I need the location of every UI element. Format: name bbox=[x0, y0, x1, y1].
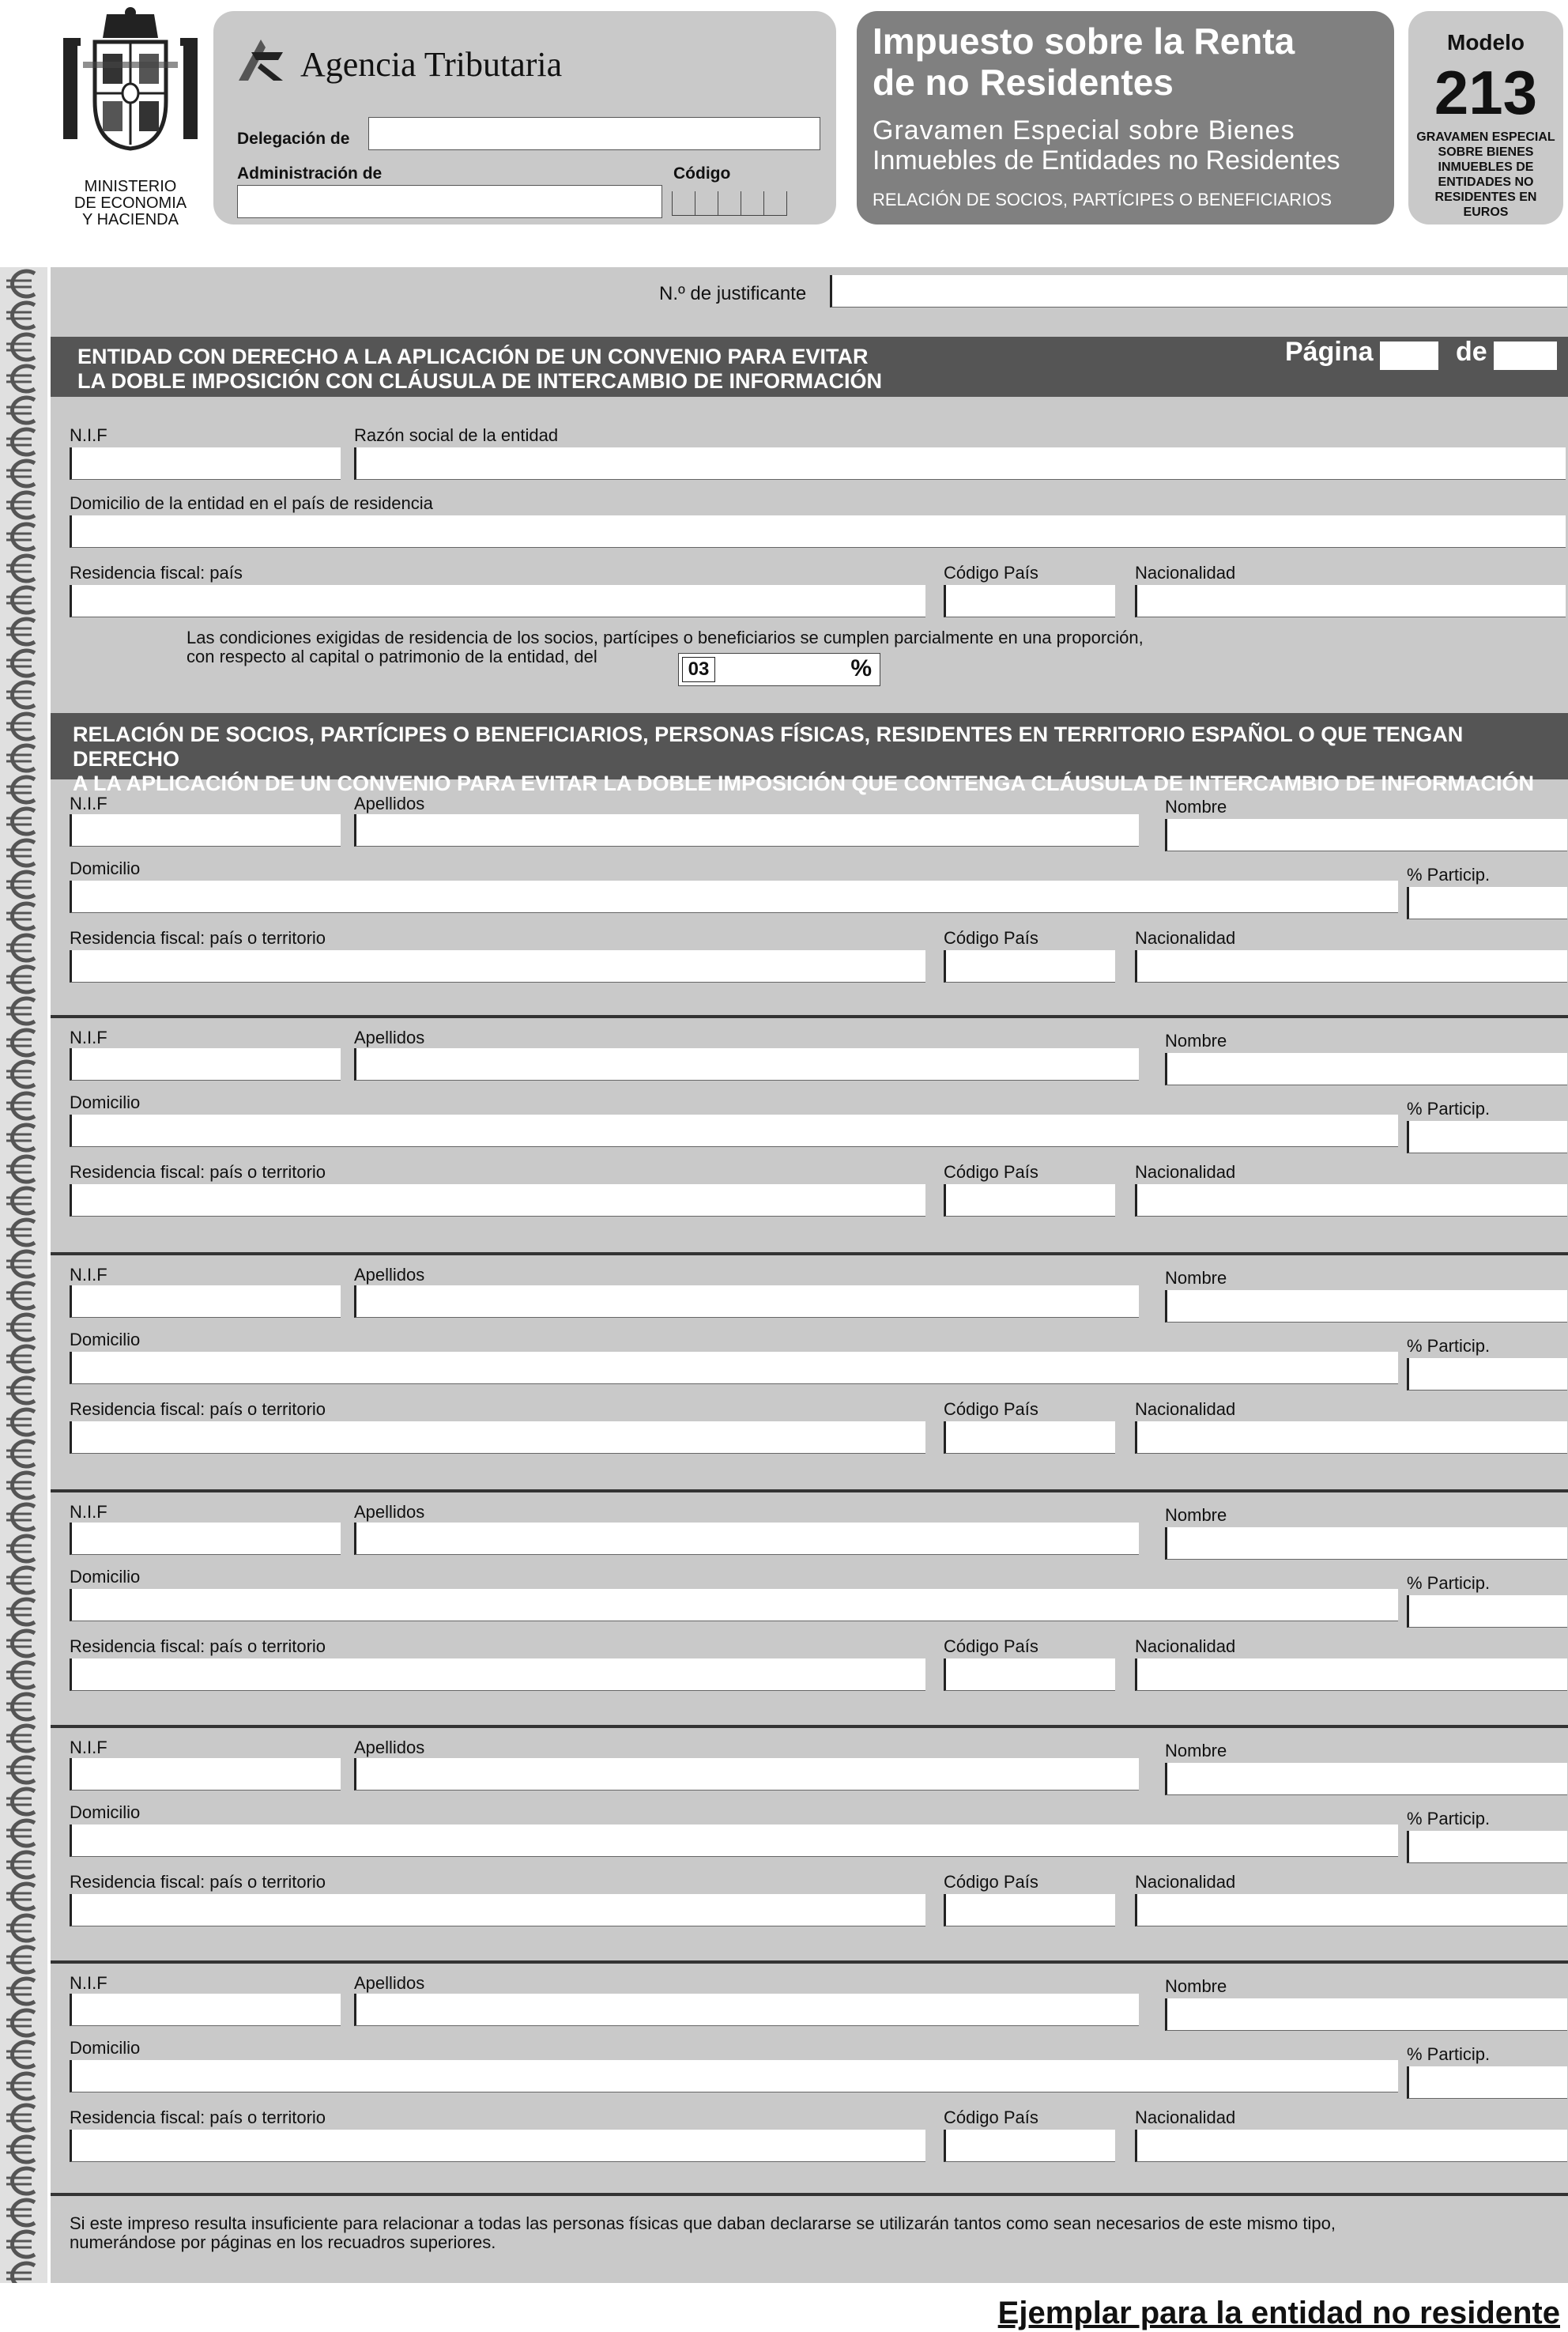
model-desc-line: ENTIDADES NO bbox=[1438, 175, 1534, 189]
ministry-line: MINISTERIO bbox=[84, 178, 177, 195]
nacionalidad-label: Nacionalidad bbox=[1135, 2107, 1236, 2127]
residencia-label: Residencia fiscal: país bbox=[70, 563, 243, 583]
person-codigo-pais-field[interactable] bbox=[944, 1421, 1115, 1454]
particip-label: % Particip. bbox=[1407, 1336, 1491, 1356]
person-codigo-pais-field[interactable] bbox=[944, 1184, 1115, 1217]
nif-label: N.I.F bbox=[70, 1028, 107, 1047]
domicilio-label: Domicilio bbox=[70, 1567, 141, 1587]
tax-title-panel bbox=[857, 11, 1394, 225]
residencia-label: Residencia fiscal: país o territorio bbox=[70, 2107, 326, 2127]
ministry-line: Y HACIENDA bbox=[82, 211, 179, 228]
codigo-pais-label: Código País bbox=[944, 2107, 1038, 2127]
de-label: de bbox=[1456, 337, 1487, 367]
person-codigo-pais-field[interactable] bbox=[944, 950, 1115, 983]
percent-sign: % bbox=[850, 655, 872, 681]
person-particip-field[interactable] bbox=[1407, 1595, 1567, 1628]
person-residencia-field[interactable] bbox=[70, 1894, 925, 1926]
person-nacionalidad-field[interactable] bbox=[1135, 1658, 1567, 1691]
apellidos-label: Apellidos bbox=[354, 1028, 425, 1047]
domicilio-label: Domicilio bbox=[70, 1802, 141, 1822]
agency-name: Agencia Tributaria bbox=[300, 45, 563, 84]
person-domicilio-field[interactable] bbox=[70, 1589, 1398, 1621]
person-nif-field[interactable] bbox=[70, 814, 341, 847]
model-desc-line: SOBRE BIENES bbox=[1438, 145, 1534, 159]
person-nif-field[interactable] bbox=[70, 1994, 341, 2026]
person-nacionalidad-field[interactable] bbox=[1135, 950, 1567, 983]
domicilio-label: Domicilio bbox=[70, 858, 141, 878]
person-residencia-field[interactable] bbox=[70, 1421, 925, 1454]
razon-social-field[interactable] bbox=[354, 447, 1566, 480]
section1-title-line: LA DOBLE IMPOSICIÓN CON CLÁUSULA DE INTERCAMBIO DE INFORMACIÓN bbox=[77, 369, 882, 393]
residencia-label: Residencia fiscal: país o territorio bbox=[70, 1399, 326, 1419]
model-desc-line: RESIDENTES EN EUROS bbox=[1434, 191, 1537, 219]
footer-note: numerándose por páginas en los recuadros superiores. bbox=[70, 2232, 496, 2252]
conditions-text: Las condiciones exigidas de residencia de los socios, partícipes o beneficiarios se cumplen parcialmente en una proporción, bbox=[187, 628, 1144, 647]
delegacion-field[interactable] bbox=[368, 117, 820, 150]
person-apellidos-field[interactable] bbox=[354, 1758, 1139, 1791]
person-nif-field[interactable] bbox=[70, 1285, 341, 1318]
person-residencia-field[interactable] bbox=[70, 950, 925, 983]
tax-subtitle-line: RELACIÓN DE SOCIOS, PARTÍCIPES O BENEFICIARIOS bbox=[873, 190, 1332, 209]
person-residencia-field[interactable] bbox=[70, 1184, 925, 1217]
apellidos-label: Apellidos bbox=[354, 1502, 425, 1522]
justificante-label: N.º de justificante bbox=[659, 283, 807, 304]
person-nombre-field[interactable] bbox=[1165, 1998, 1567, 2031]
tax-subtitle-line: Gravamen Especial sobre Bienes bbox=[873, 115, 1295, 145]
nombre-label: Nombre bbox=[1165, 1505, 1227, 1525]
particip-label: % Particip. bbox=[1407, 1099, 1491, 1119]
apellidos-label: Apellidos bbox=[354, 794, 425, 813]
nif-label: N.I.F bbox=[70, 1265, 107, 1285]
person-nombre-field[interactable] bbox=[1165, 1527, 1567, 1560]
nif-label: N.I.F bbox=[70, 1973, 107, 1993]
apellidos-label: Apellidos bbox=[354, 1265, 425, 1285]
codigo-pais-label: Código País bbox=[944, 1872, 1038, 1892]
nif-label: N.I.F bbox=[70, 425, 107, 445]
agency-panel bbox=[213, 11, 836, 225]
nif-label: N.I.F bbox=[70, 1738, 107, 1757]
razon-social-label: Razón social de la entidad bbox=[354, 425, 559, 445]
person-particip-field[interactable] bbox=[1407, 2066, 1567, 2099]
tax-title-line: Impuesto sobre la Renta bbox=[873, 21, 1295, 62]
entity-codigo-pais-field[interactable] bbox=[944, 585, 1115, 617]
model-number: 213 bbox=[1434, 58, 1538, 127]
particip-label: % Particip. bbox=[1407, 1809, 1491, 1828]
person-nombre-field[interactable] bbox=[1165, 1053, 1567, 1085]
proportion-field[interactable] bbox=[678, 653, 880, 686]
apellidos-label: Apellidos bbox=[354, 1973, 425, 1993]
divider bbox=[51, 1489, 1568, 1492]
domicilio-label: Domicilio bbox=[70, 2038, 141, 2058]
footer-note: Si este impreso resulta insuficiente para relacionar a todas las personas físicas que daban declararse se utilizarán tantos como sean necesarios de este mismo tipo, bbox=[70, 2213, 1336, 2233]
divider bbox=[51, 1960, 1568, 1964]
entity-residencia-field[interactable] bbox=[70, 585, 925, 617]
residencia-label: Residencia fiscal: país o territorio bbox=[70, 1162, 326, 1182]
nombre-label: Nombre bbox=[1165, 1976, 1227, 1996]
domicilio-label: Domicilio bbox=[70, 1092, 141, 1112]
person-nacionalidad-field[interactable] bbox=[1135, 2130, 1567, 2162]
nombre-label: Nombre bbox=[1165, 1268, 1227, 1288]
section1-header bbox=[51, 337, 1568, 397]
nif-label: N.I.F bbox=[70, 1502, 107, 1522]
person-residencia-field[interactable] bbox=[70, 2130, 925, 2162]
ministry-line: DE ECONOMIA bbox=[74, 194, 187, 212]
entity-nacionalidad-field[interactable] bbox=[1135, 585, 1566, 617]
agency-logo-icon bbox=[237, 33, 285, 82]
person-domicilio-field[interactable] bbox=[70, 881, 1398, 913]
residencia-label: Residencia fiscal: país o territorio bbox=[70, 1636, 326, 1656]
codigo-field[interactable] bbox=[672, 191, 787, 216]
conditions-text: con respecto al capital o patrimonio de la entidad, del bbox=[187, 647, 597, 666]
tax-subtitle-line: Inmuebles de Entidades no Residentes bbox=[873, 145, 1340, 175]
nombre-label: Nombre bbox=[1165, 1741, 1227, 1760]
codigo-pais-label: Código País bbox=[944, 1162, 1038, 1182]
section2-title-line: RELACIÓN DE SOCIOS, PARTÍCIPES O BENEFICIARIOS, PERSONAS FÍSICAS, RESIDENTES EN TERRITORIO ESPAÑOL O QUE TENGAN DERECHO bbox=[73, 723, 1464, 771]
particip-label: % Particip. bbox=[1407, 865, 1491, 885]
apellidos-label: Apellidos bbox=[354, 1738, 425, 1757]
nif-label: N.I.F bbox=[70, 794, 107, 813]
divider bbox=[51, 1725, 1568, 1728]
codigo-pais-label: Código País bbox=[944, 563, 1038, 583]
person-nacionalidad-field[interactable] bbox=[1135, 1894, 1567, 1926]
person-nombre-field[interactable] bbox=[1165, 819, 1567, 851]
delegacion-label: Delegación de bbox=[237, 130, 350, 148]
ministry-block bbox=[47, 6, 213, 236]
person-nif-field[interactable] bbox=[70, 1758, 341, 1791]
person-domicilio-field[interactable] bbox=[70, 1824, 1398, 1857]
divider bbox=[51, 1252, 1568, 1255]
copy-label: Ejemplar para la entidad no residente bbox=[997, 2296, 1560, 2330]
person-particip-field[interactable] bbox=[1407, 1358, 1567, 1391]
form-body bbox=[51, 267, 1568, 2283]
person-residencia-field[interactable] bbox=[70, 1658, 925, 1691]
particip-label: % Particip. bbox=[1407, 2044, 1491, 2064]
nacionalidad-label: Nacionalidad bbox=[1135, 563, 1236, 583]
nombre-label: Nombre bbox=[1165, 1031, 1227, 1051]
codigo-label: Código bbox=[673, 164, 731, 183]
nacionalidad-label: Nacionalidad bbox=[1135, 1162, 1236, 1182]
person-nacionalidad-field[interactable] bbox=[1135, 1421, 1567, 1454]
person-apellidos-field[interactable] bbox=[354, 1994, 1139, 2026]
nacionalidad-label: Nacionalidad bbox=[1135, 1636, 1236, 1656]
administracion-label: Administración de bbox=[237, 164, 383, 183]
residencia-label: Residencia fiscal: país o territorio bbox=[70, 1872, 326, 1892]
residencia-label: Residencia fiscal: país o territorio bbox=[70, 928, 326, 948]
person-particip-field[interactable] bbox=[1407, 1831, 1567, 1863]
nacionalidad-label: Nacionalidad bbox=[1135, 1872, 1236, 1892]
person-domicilio-field[interactable] bbox=[70, 1352, 1398, 1384]
model-panel bbox=[1408, 11, 1563, 225]
nacionalidad-label: Nacionalidad bbox=[1135, 1399, 1236, 1419]
person-domicilio-field[interactable] bbox=[70, 1115, 1398, 1147]
security-pattern-spine bbox=[0, 267, 47, 2283]
person-codigo-pais-field[interactable] bbox=[944, 2130, 1115, 2162]
divider bbox=[51, 2193, 1568, 2196]
model-label: Modelo bbox=[1447, 30, 1525, 55]
person-nif-field[interactable] bbox=[70, 1048, 341, 1081]
divider bbox=[51, 1015, 1568, 1018]
model-desc-line: GRAVAMEN ESPECIAL bbox=[1416, 130, 1555, 144]
person-particip-field[interactable] bbox=[1407, 1121, 1567, 1153]
administracion-field[interactable] bbox=[237, 185, 662, 218]
pagina-label: Página bbox=[1285, 337, 1374, 367]
person-codigo-pais-field[interactable] bbox=[944, 1894, 1115, 1926]
person-nombre-field[interactable] bbox=[1165, 1763, 1567, 1795]
person-nacionalidad-field[interactable] bbox=[1135, 1184, 1567, 1217]
entity-nif-field[interactable] bbox=[70, 447, 341, 480]
person-apellidos-field[interactable] bbox=[354, 1523, 1139, 1555]
person-apellidos-field[interactable] bbox=[354, 814, 1139, 847]
total-pages-field[interactable] bbox=[1494, 341, 1557, 370]
proportion-code: 03 bbox=[682, 657, 715, 682]
nombre-label: Nombre bbox=[1165, 797, 1227, 817]
person-nif-field[interactable] bbox=[70, 1523, 341, 1555]
coat-of-arms-icon bbox=[63, 6, 198, 157]
entity-domicilio-field[interactable] bbox=[70, 515, 1566, 548]
particip-label: % Particip. bbox=[1407, 1573, 1491, 1593]
section2-title-line: A LA APLICACIÓN DE UN CONVENIO PARA EVITAR LA DOBLE IMPOSICIÓN QUE CONTENGA CLÁUSULA DE INTERCAMBIO DE INFORMACIÓN bbox=[73, 772, 1535, 795]
justificante-field[interactable] bbox=[830, 275, 1567, 308]
person-apellidos-field[interactable] bbox=[354, 1285, 1139, 1318]
codigo-pais-label: Código País bbox=[944, 1636, 1038, 1656]
entity-domicilio-label: Domicilio de la entidad en el país de residencia bbox=[70, 493, 433, 513]
codigo-pais-label: Código País bbox=[944, 1399, 1038, 1419]
codigo-pais-label: Código País bbox=[944, 928, 1038, 948]
model-desc-line: INMUEBLES DE bbox=[1438, 160, 1534, 174]
person-codigo-pais-field[interactable] bbox=[944, 1658, 1115, 1691]
person-domicilio-field[interactable] bbox=[70, 2060, 1398, 2092]
section1-title-line: ENTIDAD CON DERECHO A LA APLICACIÓN DE UN CONVENIO PARA EVITAR bbox=[77, 345, 869, 368]
tax-title-line: de no Residentes bbox=[873, 62, 1174, 103]
pagina-field[interactable] bbox=[1380, 341, 1438, 370]
nacionalidad-label: Nacionalidad bbox=[1135, 928, 1236, 948]
domicilio-label: Domicilio bbox=[70, 1330, 141, 1349]
section2-header bbox=[51, 713, 1568, 795]
person-particip-field[interactable] bbox=[1407, 887, 1567, 919]
person-apellidos-field[interactable] bbox=[354, 1048, 1139, 1081]
person-nombre-field[interactable] bbox=[1165, 1290, 1567, 1323]
